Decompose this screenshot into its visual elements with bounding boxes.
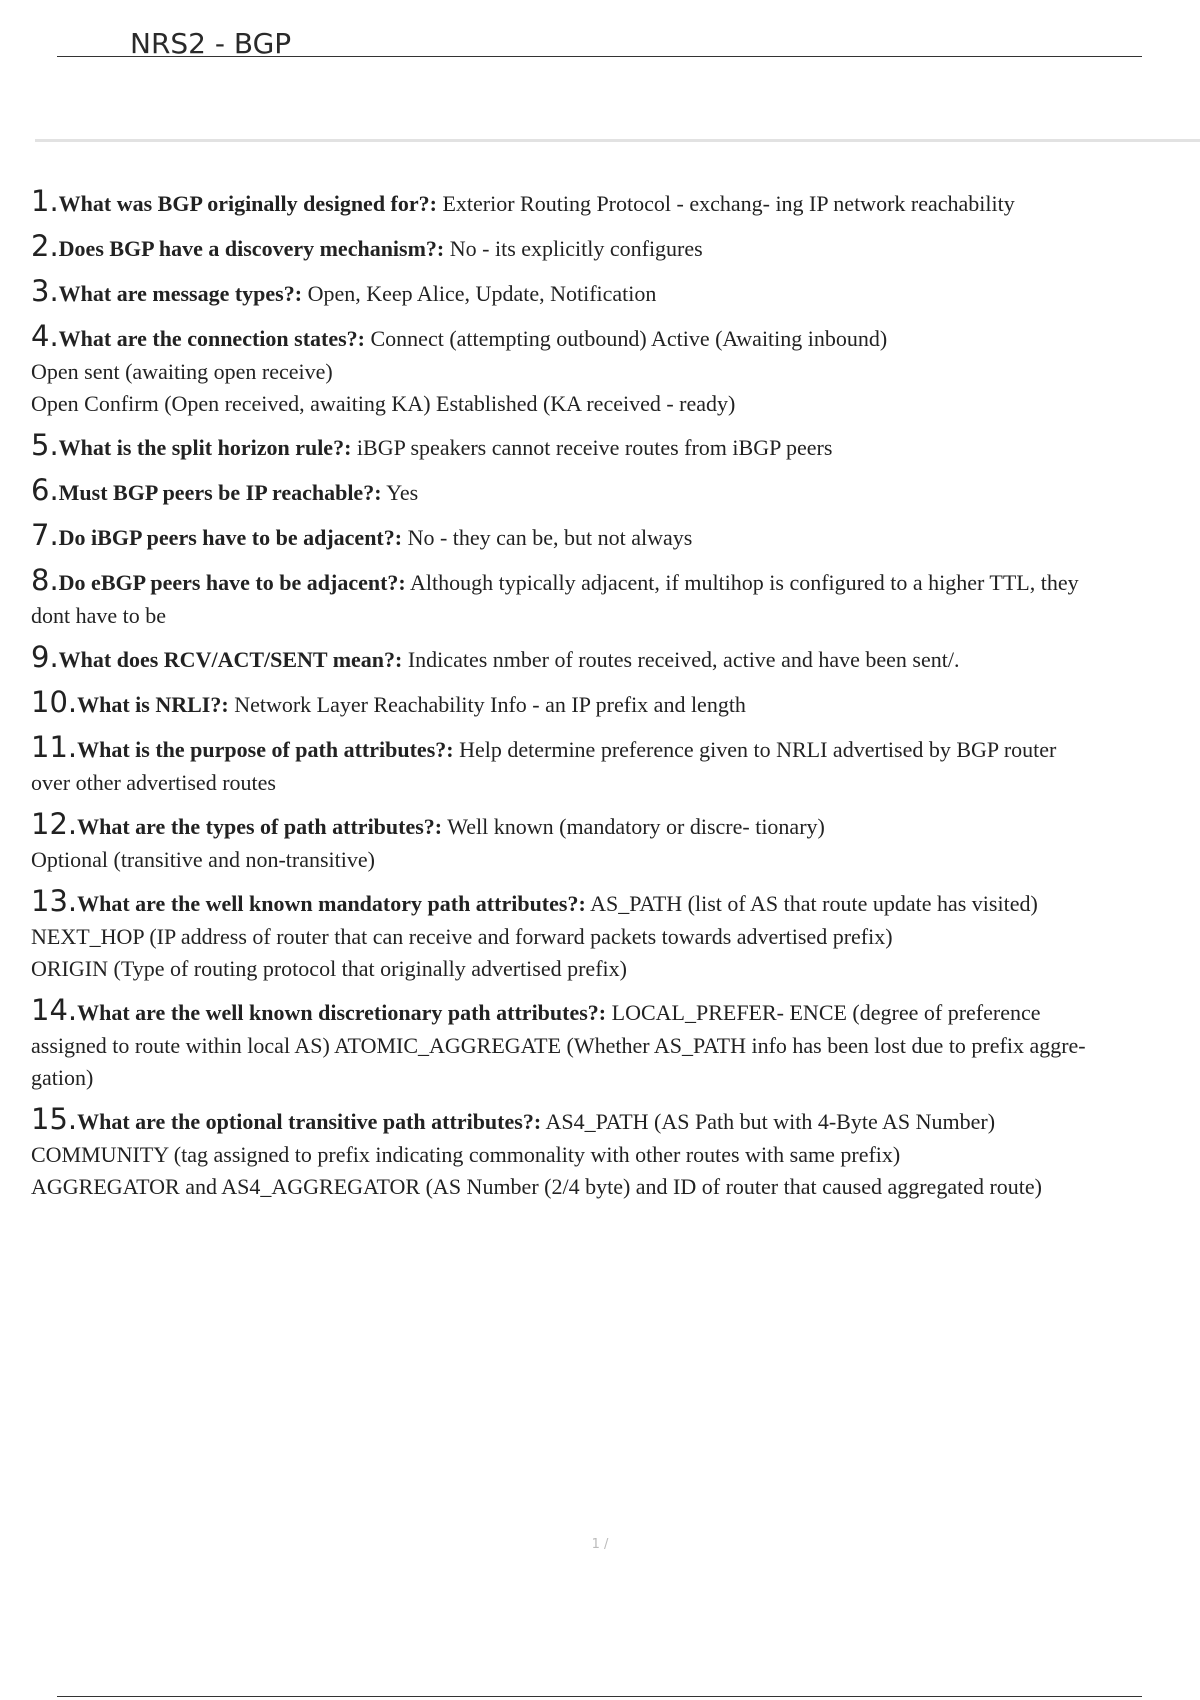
answer-text: Although typically adjacent, if multihop is configured to a higher TTL, they — [405, 570, 1079, 595]
question-text: What is the purpose of path attributes?: — [77, 737, 454, 762]
item-number: 15. — [31, 1102, 78, 1136]
answer-text: Help determine preference given to NRLI advertised by BGP router — [453, 737, 1057, 762]
item-number: 10. — [31, 685, 78, 719]
qa-first-line — [31, 685, 1194, 722]
page-header — [0, 0, 1200, 100]
qa-item — [31, 473, 1194, 510]
item-number: 6. — [31, 473, 59, 507]
qa-item — [31, 640, 1194, 677]
question-text: Do iBGP peers have to be adjacent?: — [58, 525, 403, 550]
answer-text: Exterior Routing Protocol - exchang- ing IP network reachability — [436, 191, 1015, 216]
qa-item — [31, 1102, 1194, 1203]
answer-text: Connect (attempting outbound) Active (Awaiting inbound) — [365, 326, 888, 351]
question-text: What are the well known discretionary path attributes?: — [77, 1000, 607, 1025]
question-text: What is NRLI?: — [77, 692, 229, 717]
page-number: 1 / — [591, 1537, 609, 1552]
qa-item — [31, 274, 1194, 311]
answer-continuation: Open Confirm (Open received, awaiting KA) Established (KA received - ready) — [31, 391, 736, 416]
qa-item — [31, 807, 1194, 876]
qa-first-line — [31, 884, 1194, 921]
qa-first-line — [31, 274, 1194, 311]
qa-item — [31, 563, 1194, 632]
answer-continuation: NEXT_HOP (IP address of router that can receive and forward packets towards advertised prefix) — [31, 924, 893, 949]
answer-text: Indicates nmber of routes received, active and have been sent/. — [402, 647, 960, 672]
question-text: What are message types?: — [58, 281, 303, 306]
answer-text: Yes — [381, 480, 419, 505]
answer-text: Open, Keep Alice, Update, Notification — [302, 281, 657, 306]
answer-continuation: AGGREGATOR and AS4_AGGREGATOR (AS Number (2/4 byte) and ID of router that caused aggregated route) — [31, 1174, 1042, 1199]
item-number: 4. — [31, 319, 59, 353]
answer-continuation: dont have to be — [31, 603, 167, 628]
item-number: 1. — [31, 184, 59, 218]
qa-first-line — [31, 473, 1194, 510]
qa-item — [31, 428, 1194, 465]
qa-item — [31, 229, 1194, 266]
question-text: Does BGP have a discovery mechanism?: — [58, 236, 445, 261]
question-text: Must BGP peers be IP reachable?: — [58, 480, 382, 505]
document-title: NRS2 - BGP — [130, 27, 292, 60]
answer-continuation: ORIGIN (Type of routing protocol that originally advertised prefix) — [31, 956, 627, 981]
item-number: 7. — [31, 518, 59, 552]
qa-first-line — [31, 428, 1194, 465]
answer-continuation: COMMUNITY (tag assigned to prefix indicating commonality with other routes with same prefix) — [31, 1142, 901, 1167]
question-text: What does RCV/ACT/SENT mean?: — [58, 647, 403, 672]
answer-text: AS_PATH (list of AS that route update has visited) — [585, 891, 1038, 916]
qa-item — [31, 993, 1194, 1094]
item-number: 3. — [31, 274, 59, 308]
answer-continuation: Optional (transitive and non-transitive) — [31, 847, 375, 872]
qa-first-line — [31, 807, 1194, 844]
question-text: What are the connection states?: — [58, 326, 365, 351]
question-text: What are the well known mandatory path attributes?: — [77, 891, 586, 916]
qa-item — [31, 884, 1194, 985]
item-number: 13. — [31, 884, 78, 918]
question-text: What are the types of path attributes?: — [77, 814, 443, 839]
qa-first-line — [31, 319, 1194, 356]
qa-first-line — [31, 229, 1194, 266]
answer-continuation: Open sent (awaiting open receive) — [31, 359, 333, 384]
answer-text: Well known (mandatory or discre- tionary) — [442, 814, 825, 839]
qa-item — [31, 319, 1194, 420]
qa-first-line — [31, 993, 1194, 1030]
qa-first-line — [31, 730, 1194, 767]
item-number: 12. — [31, 807, 78, 841]
qa-first-line — [31, 184, 1194, 221]
answer-text: LOCAL_PREFER- ENCE (degree of preference — [606, 1000, 1041, 1025]
answer-text: AS4_PATH (AS Path but with 4-Byte AS Number) — [541, 1109, 996, 1134]
section-divider — [35, 139, 1200, 142]
answer-text: Network Layer Reachability Info - an IP prefix and length — [228, 692, 746, 717]
answer-text: No - its explicitly configures — [444, 236, 703, 261]
qa-list — [31, 184, 1194, 1203]
qa-first-line — [31, 640, 1194, 677]
qa-item — [31, 685, 1194, 722]
question-text: What was BGP originally designed for?: — [58, 191, 437, 216]
item-number: 2. — [31, 229, 59, 263]
answer-text: iBGP speakers cannot receive routes from iBGP peers — [351, 435, 833, 460]
qa-item — [31, 730, 1194, 799]
answer-continuation: gation) — [31, 1065, 94, 1090]
qa-first-line — [31, 563, 1194, 600]
item-number: 11. — [31, 730, 78, 764]
question-text: Do eBGP peers have to be adjacent?: — [58, 570, 406, 595]
qa-item — [31, 518, 1194, 555]
footer-rule — [57, 1696, 1142, 1697]
item-number: 5. — [31, 428, 59, 462]
answer-continuation: assigned to route within local AS) ATOMIC_AGGREGATE (Whether AS_PATH info has been lost due to prefix aggre- — [31, 1033, 1086, 1058]
answer-continuation: over other advertised routes — [31, 770, 276, 795]
item-number: 8. — [31, 563, 59, 597]
qa-first-line — [31, 1102, 1194, 1139]
item-number: 14. — [31, 993, 78, 1027]
item-number: 9. — [31, 640, 59, 674]
qa-item — [31, 184, 1194, 221]
question-text: What are the optional transitive path attributes?: — [77, 1109, 542, 1134]
question-text: What is the split horizon rule?: — [58, 435, 352, 460]
answer-text: No - they can be, but not always — [402, 525, 693, 550]
qa-first-line — [31, 518, 1194, 555]
